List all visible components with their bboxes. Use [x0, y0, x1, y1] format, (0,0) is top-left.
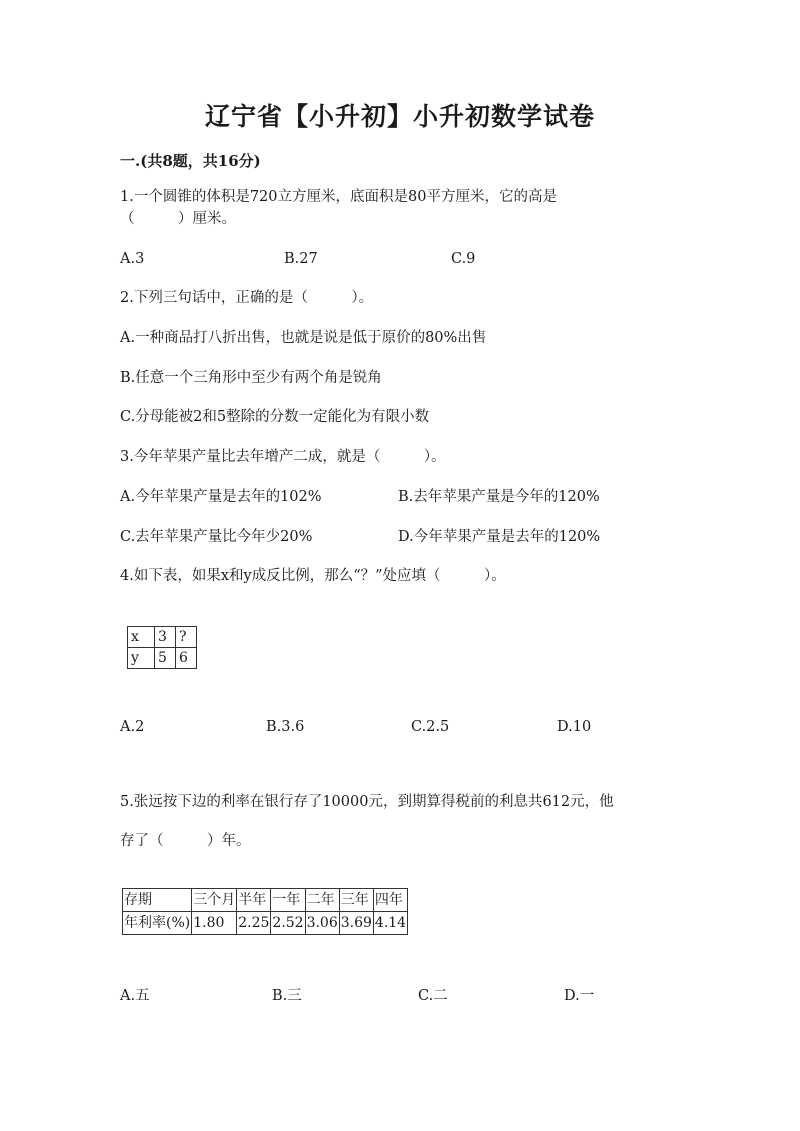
table-cell: 2.52 — [271, 912, 305, 935]
question-2-stem: 2.下列三句话中，正确的是（ ）。 — [120, 290, 374, 306]
table-cell: 1.80 — [192, 912, 237, 935]
question-2-option-c: C.分母能被2和5整除的分数一定能化为有限小数 — [120, 409, 430, 425]
question-5-option-b: B.三 — [272, 988, 302, 1004]
question-1-stem-line2: （ ）厘米。 — [120, 211, 236, 227]
question-1-option-a: A.3 — [120, 251, 145, 267]
question-4-option-b: B.3.6 — [266, 719, 305, 735]
table-cell: 4.14 — [373, 912, 407, 935]
question-5-stem-line2: 存了（ ）年。 — [120, 833, 251, 849]
table-row — [123, 912, 408, 935]
table-cell: 3.69 — [339, 912, 373, 935]
table-cell: 5 — [155, 648, 176, 669]
question-2-option-a: A.一种商品打八折出售，也就是说是低于原价的80%出售 — [120, 330, 487, 346]
question-4-option-c: C.2.5 — [411, 719, 450, 735]
question-5-option-d: D.一 — [564, 988, 595, 1004]
question-3-stem: 3.今年苹果产量比去年增产二成，就是（ ）。 — [120, 449, 446, 465]
question-4-option-a: A.2 — [120, 719, 145, 735]
table-cell: y — [128, 648, 155, 669]
table-cell: x — [128, 627, 155, 648]
question-3-option-a: A.今年苹果产量是去年的102% — [120, 489, 322, 505]
table-cell: 3.06 — [305, 912, 339, 935]
section-heading: 一.(共8题，共16分) — [120, 152, 261, 170]
page-title: 辽宁省【小升初】小升初数学试卷 — [204, 102, 595, 131]
question-4-option-d: D.10 — [557, 719, 592, 735]
table-cell: 3 — [155, 627, 176, 648]
question-4-stem: 4.如下表，如果x和y成反比例，那么“？”处应填（ ）。 — [120, 568, 506, 584]
question-1-option-b: B.27 — [284, 251, 318, 267]
table-cell: ? — [176, 627, 197, 648]
question-3-option-b: B.去年苹果产量是今年的120% — [398, 489, 600, 505]
table-header-cell: 二年 — [305, 889, 339, 912]
table-cell: 6 — [176, 648, 197, 669]
table-header-cell: 四年 — [373, 889, 407, 912]
question-3-option-d: D.今年苹果产量是去年的120% — [398, 529, 601, 545]
table-header-cell: 三个月 — [192, 889, 237, 912]
question-3-option-c: C.去年苹果产量比今年少20% — [120, 529, 313, 545]
question-1-stem-line1: 1.一个圆锥的体积是720立方厘米，底面积是80平方厘米，它的高是 — [120, 189, 557, 205]
table-header-cell: 三年 — [339, 889, 373, 912]
question-5-stem-line1: 5.张远按下边的利率在银行存了10000元，到期算得税前的利息共612元，他 — [120, 794, 614, 810]
xy-table — [127, 626, 197, 669]
table-row — [123, 889, 408, 912]
table-row — [128, 627, 197, 648]
table-row — [128, 648, 197, 669]
table-header-cell: 半年 — [237, 889, 271, 912]
table-cell: 2.25 — [237, 912, 271, 935]
question-5-option-a: A.五 — [120, 988, 150, 1004]
table-header-cell: 存期 — [123, 889, 192, 912]
interest-rate-table — [122, 888, 408, 935]
table-cell: 年利率(%) — [123, 912, 192, 935]
question-5-option-c: C.二 — [418, 988, 448, 1004]
table-header-cell: 一年 — [271, 889, 305, 912]
question-1-option-c: C.9 — [451, 251, 476, 267]
question-2-option-b: B.任意一个三角形中至少有两个角是锐角 — [120, 370, 382, 386]
